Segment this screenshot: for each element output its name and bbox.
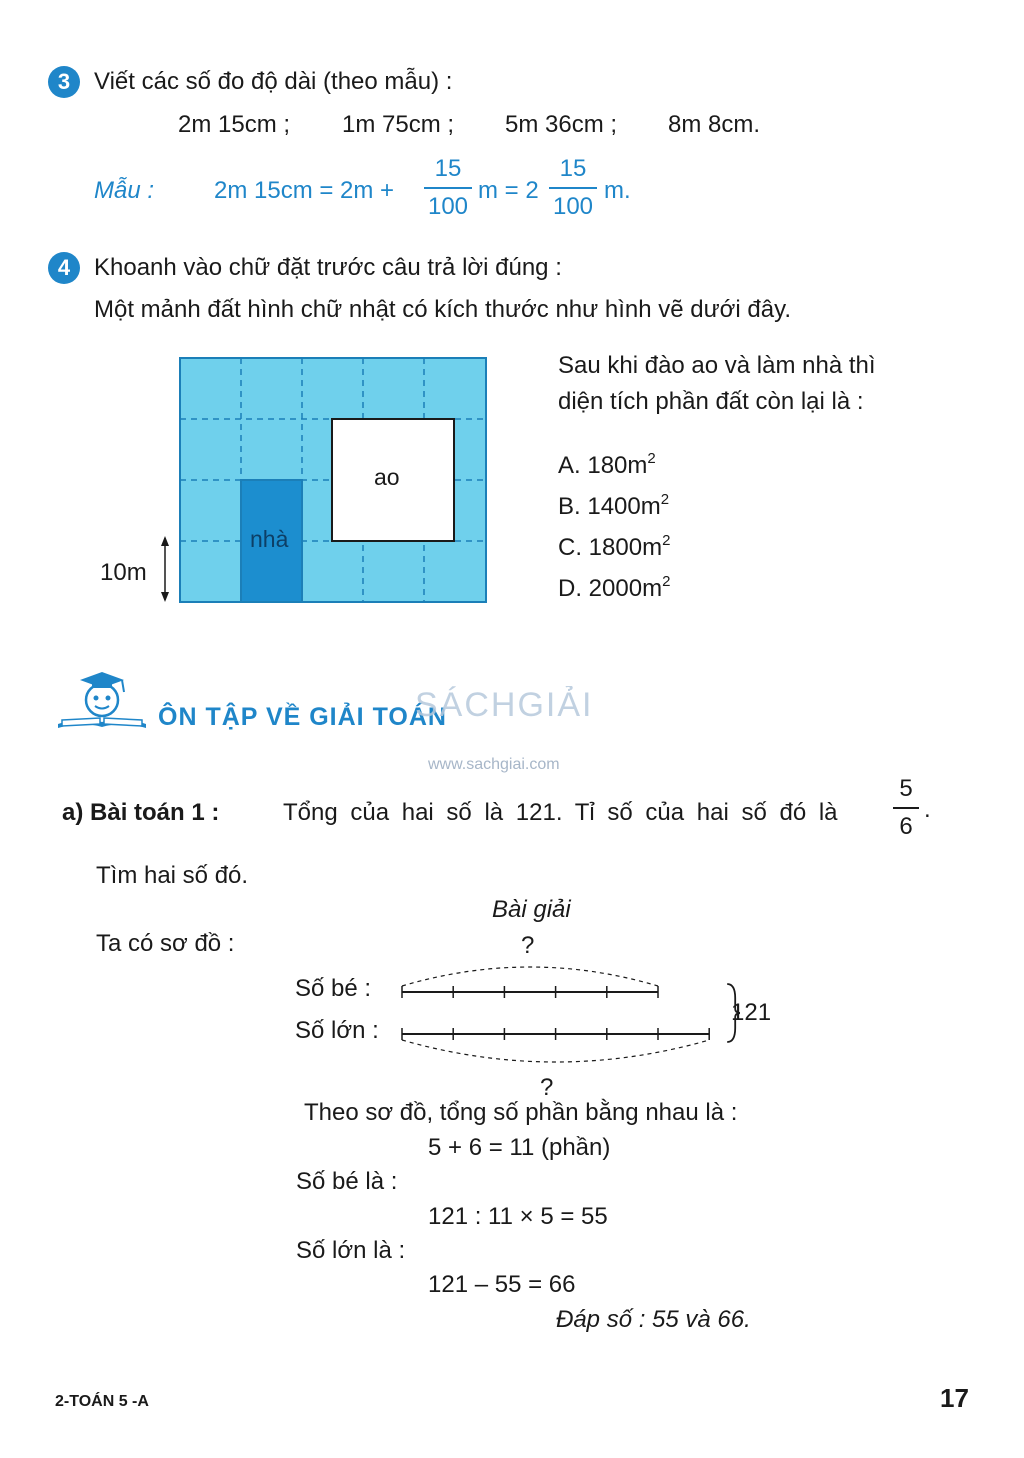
fraction-denominator: 100 xyxy=(552,193,594,220)
sample-end: m. xyxy=(604,177,631,204)
option-b[interactable] xyxy=(558,491,669,521)
large-brace xyxy=(402,1040,709,1062)
small-number-label: Số bé : xyxy=(295,975,372,1002)
small-brace xyxy=(402,967,658,986)
segment-diagram xyxy=(390,950,740,1085)
option-value: 1800m xyxy=(588,534,663,561)
fraction-denominator: 100 xyxy=(427,193,469,220)
section-title: ÔN TẬP VỀ GIẢI TOÁN xyxy=(158,703,447,731)
option-exponent: 2 xyxy=(647,450,656,467)
dimension-label: 10m xyxy=(100,559,147,586)
option-letter: C. xyxy=(558,534,582,561)
option-letter: D. xyxy=(558,575,582,602)
question-line-1: Sau khi đào ao và làm nhà thì xyxy=(558,352,876,379)
page-number: 17 xyxy=(940,1383,969,1413)
option-exponent: 2 xyxy=(662,532,671,549)
sample-mid: m = 2 xyxy=(478,177,539,204)
solution-title: Bài giải xyxy=(492,896,571,923)
exercise-4-instruction: Khoanh vào chữ đặt trước câu trả lời đúng : xyxy=(94,254,562,281)
fraction-denominator: 6 xyxy=(899,813,913,840)
solution-line-3: Số bé là : xyxy=(296,1168,398,1195)
option-value: 180m xyxy=(587,452,648,479)
ex3-item-2: 1m 75cm ; xyxy=(342,111,455,138)
large-number-label: Số lớn : xyxy=(295,1017,379,1044)
question-line-2: diện tích phần đất còn lại là : xyxy=(558,388,864,415)
solution-line-6: 121 – 55 = 66 xyxy=(428,1271,576,1298)
exercise-4-number: 4 xyxy=(48,252,80,284)
fraction-numerator: 5 xyxy=(899,775,913,802)
solution-line-2: 5 + 6 = 11 (phần) xyxy=(428,1134,611,1161)
sample-label: Mẫu : xyxy=(94,177,155,204)
ratio-fraction xyxy=(893,775,919,841)
diagram-intro: Ta có sơ đồ : xyxy=(96,930,235,957)
exercise-3-number: 3 xyxy=(48,66,80,98)
watermark-logo: SÁCHGIẢI xyxy=(415,686,594,724)
exercise-4-problem: Một mảnh đất hình chữ nhật có kích thước như hình vẽ dưới đây. xyxy=(94,296,791,323)
option-d[interactable] xyxy=(558,573,670,603)
answer-line: Đáp số : 55 và 66. xyxy=(556,1306,751,1333)
dimension-arrow-up xyxy=(161,536,169,546)
sample-fraction-1 xyxy=(424,155,472,221)
solution-line-1: Theo sơ đồ, tổng số phần bằng nhau là : xyxy=(304,1099,738,1126)
solution-line-4: 121 : 11 × 5 = 55 xyxy=(428,1203,608,1230)
option-value: 2000m xyxy=(588,575,663,602)
option-value: 1400m xyxy=(587,493,661,520)
ex3-item-1: 2m 15cm ; xyxy=(178,111,291,138)
ex3-item-3: 5m 36cm ; xyxy=(505,111,618,138)
option-exponent: 2 xyxy=(660,491,670,508)
sample-fraction-2 xyxy=(549,155,597,221)
house-label: nhà xyxy=(250,526,289,552)
problem-1-end: . xyxy=(924,796,931,823)
land-figure xyxy=(90,350,500,615)
option-letter: A. xyxy=(558,452,581,479)
option-letter: B. xyxy=(558,493,581,520)
fraction-numerator: 15 xyxy=(559,155,587,182)
footer-book-label: 2-TOÁN 5 -A xyxy=(55,1393,149,1410)
solution-line-5: Số lớn là : xyxy=(296,1237,406,1264)
option-a[interactable] xyxy=(558,450,656,480)
ex3-item-4: 8m 8cm. xyxy=(668,111,761,138)
problem-1-label: a) Bài toán 1 : xyxy=(62,799,220,826)
option-exponent: 2 xyxy=(662,573,671,590)
student-mascot-icon xyxy=(52,668,152,730)
sample-left: 2m 15cm = 2m + xyxy=(214,177,395,204)
option-c[interactable] xyxy=(558,532,670,562)
exercise-3-instruction: Viết các số đo độ dài (theo mẫu) : xyxy=(94,68,453,95)
fraction-numerator: 15 xyxy=(434,155,462,182)
problem-1-find: Tìm hai số đó. xyxy=(96,862,249,889)
watermark-url: www.sachgiai.com xyxy=(428,756,560,773)
question-mark-bottom: ? xyxy=(540,1074,554,1101)
problem-1-text: Tổng của hai số là 121. Tỉ số của hai số đó là xyxy=(283,799,838,826)
dimension-arrow-down xyxy=(161,592,169,602)
total-label: 121 xyxy=(731,999,772,1026)
pond-label: ao xyxy=(374,464,400,490)
question-mark-top: ? xyxy=(521,932,535,959)
